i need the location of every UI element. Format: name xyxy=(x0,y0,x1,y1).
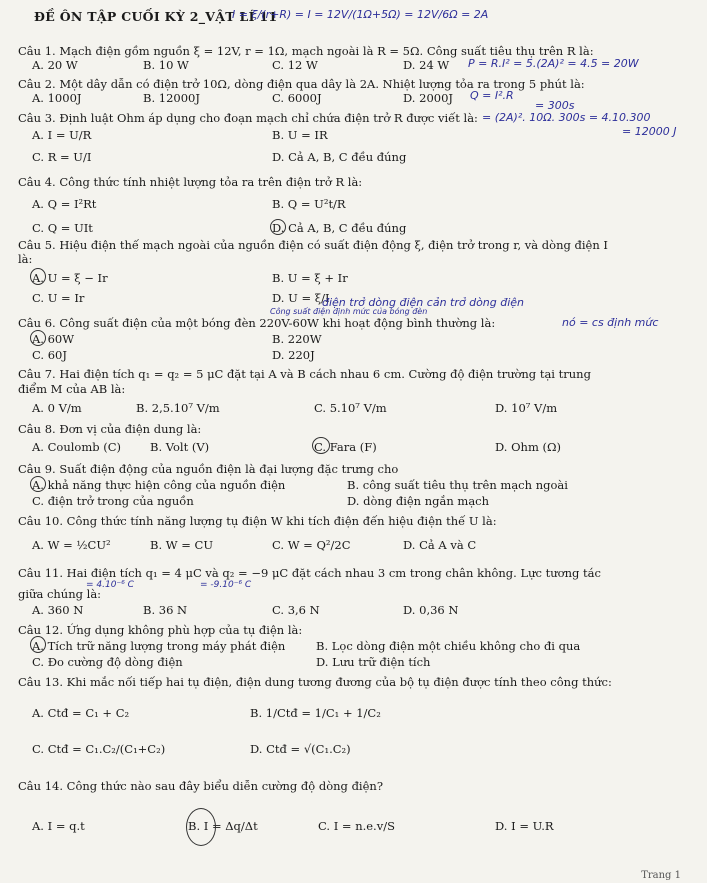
page-footer: Trang 1 xyxy=(641,870,681,881)
q11-option-b: B. 36 N xyxy=(143,603,188,617)
question-12-text: Câu 12. Ứng dụng không phù hợp của tụ điện là: xyxy=(18,623,303,637)
q2-option-c: C. 6000J xyxy=(272,91,322,105)
q2-option-d: D. 2000J xyxy=(403,91,453,105)
q1-option-b: B. 10 W xyxy=(143,58,189,72)
answer-circle xyxy=(186,808,216,846)
q5-option-c: C. U = Ir xyxy=(32,291,85,305)
q13-option-d: D. Ctđ = √(C₁.C₂) xyxy=(250,742,351,756)
q14-option-a: A. I = q.t xyxy=(32,819,85,833)
question-1-text: Câu 1. Mạch điện gồm nguồn ξ = 12V, r = 1Ω, mạch ngoài là R = 5Ω. Công suất tiêu thụ trên R là: xyxy=(18,44,594,58)
q5-option-d: D. U = ξ/I xyxy=(272,291,330,305)
q8-option-d: D. Ohm (Ω) xyxy=(495,440,562,454)
question-8-text: Câu 8. Đơn vị của điện dung là: xyxy=(18,422,202,436)
q3-option-a: A. I = U/R xyxy=(32,128,92,142)
question-11-text-cont: giữa chúng là: xyxy=(18,587,102,601)
q6-option-c: C. 60J xyxy=(32,348,67,362)
q7-option-c: C. 5.10⁷ V/m xyxy=(314,401,387,415)
q5-option-a: A. U = ξ − Ir xyxy=(32,271,108,285)
handwritten-note: = (2A)². 10Ω. 300s = 4.10.300 xyxy=(482,111,651,124)
question-4-text: Câu 4. Công thức tính nhiệt lượng tỏa ra trên điện trở R là: xyxy=(18,175,363,189)
q4-option-c: C. Q = UIt xyxy=(32,221,93,235)
question-6-text: Câu 6. Công suất điện của một bóng đèn 220V-60W khi hoạt động bình thường là: xyxy=(18,316,496,330)
q6-option-a: A. 60W xyxy=(32,332,75,346)
handwritten-note: điện trở dòng điện cản trở dòng điện xyxy=(322,296,525,309)
q7-option-b: B. 2,5.10⁷ V/m xyxy=(136,401,220,415)
q10-option-c: C. W = Q²/2C xyxy=(272,538,351,552)
answer-circle xyxy=(30,476,46,492)
question-7-text-cont: điểm M của AB là: xyxy=(18,382,126,396)
q10-option-d: D. Cả A và C xyxy=(403,538,477,552)
q9-option-b: B. công suất tiêu thụ trên mạch ngoài xyxy=(347,478,568,492)
q10-option-a: A. W = ½CU² xyxy=(32,538,111,552)
q8-option-a: A. Coulomb (C) xyxy=(32,440,122,454)
q13-option-c: C. Ctđ = C₁.C₂/(C₁+C₂) xyxy=(32,742,166,756)
answer-circle xyxy=(30,636,46,653)
q9-option-c: C. điện trở trong của nguồn xyxy=(32,494,194,508)
question-5-text-cont: là: xyxy=(18,252,33,266)
q10-option-b: B. W = CU xyxy=(150,538,214,552)
question-9-text: Câu 9. Suất điện động của nguồn điện là đại lượng đặc trưng cho xyxy=(18,462,399,476)
question-3-text: Câu 3. Định luật Ohm áp dụng cho đoạn mạch chỉ chứa điện trở R được viết là: xyxy=(18,111,478,125)
q13-option-b: B. 1/Ctđ = 1/C₁ + 1/C₂ xyxy=(250,706,381,720)
q4-option-a: A. Q = I²Rt xyxy=(32,197,97,211)
q11-option-d: D. 0,36 N xyxy=(403,603,459,617)
handwritten-note: P = R.I² = 5.(2A)² = 4.5 = 20W xyxy=(468,57,639,70)
question-2-text: Câu 2. Một dây dẫn có điện trở 10Ω, dòng điện qua dây là 2A. Nhiệt lượng tỏa ra trong 5 phút là: xyxy=(18,77,585,91)
handwritten-note: = 300s xyxy=(535,99,575,112)
q1-option-a: A. 20 W xyxy=(32,58,78,72)
q7-option-a: A. 0 V/m xyxy=(32,401,82,415)
q14-option-d: D. I = U.R xyxy=(495,819,554,833)
question-11-text: Câu 11. Hai điện tích q₁ = 4 μC và q₂ = −9 μC đặt cách nhau 3 cm trong chân không. Lực tương tác xyxy=(18,566,601,580)
q11-option-c: C. 3,6 N xyxy=(272,603,320,617)
q9-option-a: A. khả năng thực hiện công của nguồn điện xyxy=(32,478,286,492)
q1-option-d: D. 24 W xyxy=(403,58,450,72)
answer-circle xyxy=(30,330,46,346)
q4-option-d: D. Cả A, B, C đều đúng xyxy=(272,221,407,235)
answer-circle xyxy=(30,268,46,285)
q9-option-d: D. dòng điện ngắn mạch xyxy=(347,494,490,508)
handwritten-note: Q = I².R xyxy=(470,89,514,102)
question-13-text: Câu 13. Khi mắc nối tiếp hai tụ điện, điện dung tương đương của bộ tụ điện được tính theo công thức: xyxy=(18,675,612,689)
answer-circle xyxy=(270,219,286,235)
q12-option-a: A. Tích trữ năng lượng trong máy phát điện xyxy=(32,639,286,653)
q13-option-a: A. Ctđ = C₁ + C₂ xyxy=(32,706,130,720)
exam-title: ĐỀ ÔN TẬP CUỐI KỲ 2_VẬT LÍ 11 xyxy=(34,9,278,24)
handwritten-note: = 12000 J xyxy=(622,125,677,138)
q11-option-a: A. 360 N xyxy=(32,603,84,617)
q6-option-d: D. 220J xyxy=(272,348,315,362)
question-10-text: Câu 10. Công thức tính năng lượng tụ điện W khi tích điện đến hiệu điện thế U là: xyxy=(18,514,497,528)
question-14-text: Câu 14. Công thức nào sau đây biểu diễn cường độ dòng điện? xyxy=(18,779,383,793)
question-5-text: Câu 5. Hiệu điện thế mạch ngoài của nguồn điện có suất điện động ξ, điện trở trong r, và dòng điện I xyxy=(18,238,608,252)
q7-option-d: D. 10⁷ V/m xyxy=(495,401,558,415)
handwritten-note: Công suất điện định mức của bóng đèn xyxy=(270,307,428,316)
handwritten-note: nó = cs định mức xyxy=(562,316,659,329)
question-7-text: Câu 7. Hai điện tích q₁ = q₂ = 5 μC đặt tại A và B cách nhau 6 cm. Cường độ điện trường tại trung xyxy=(18,367,591,381)
handwritten-note: = 4.10⁻⁶ C xyxy=(86,580,134,590)
q12-option-d: D. Lưu trữ điện tích xyxy=(316,655,431,669)
q14-option-c: C. I = n.e.v/S xyxy=(318,819,395,833)
q14-option-b: B. I = Δq/Δt xyxy=(188,819,258,833)
q3-option-b: B. U = IR xyxy=(272,128,328,142)
q2-option-a: A. 1000J xyxy=(32,91,82,105)
q12-option-b: B. Lọc dòng điện một chiều không cho đi qua xyxy=(316,639,581,653)
q4-option-b: B. Q = U²t/R xyxy=(272,197,346,211)
answer-circle xyxy=(312,437,330,454)
q8-option-b: B. Volt (V) xyxy=(150,440,210,454)
q12-option-c: C. Đo cường độ dòng điện xyxy=(32,655,183,669)
q1-option-c: C. 12 W xyxy=(272,58,318,72)
handwritten-note: I = ξ/(r+R) = I = 12V/(1Ω+5Ω) = 12V/6Ω = 2A xyxy=(232,8,489,21)
q6-option-b: B. 220W xyxy=(272,332,322,346)
q3-option-d: D. Cả A, B, C đều đúng xyxy=(272,150,407,164)
q2-option-b: B. 12000J xyxy=(143,91,200,105)
q3-option-c: C. R = U/I xyxy=(32,150,92,164)
q5-option-b: B. U = ξ + Ir xyxy=(272,271,348,285)
handwritten-note: = -9.10⁻⁶ C xyxy=(200,580,252,590)
q8-option-c: C. Fara (F) xyxy=(314,440,377,454)
